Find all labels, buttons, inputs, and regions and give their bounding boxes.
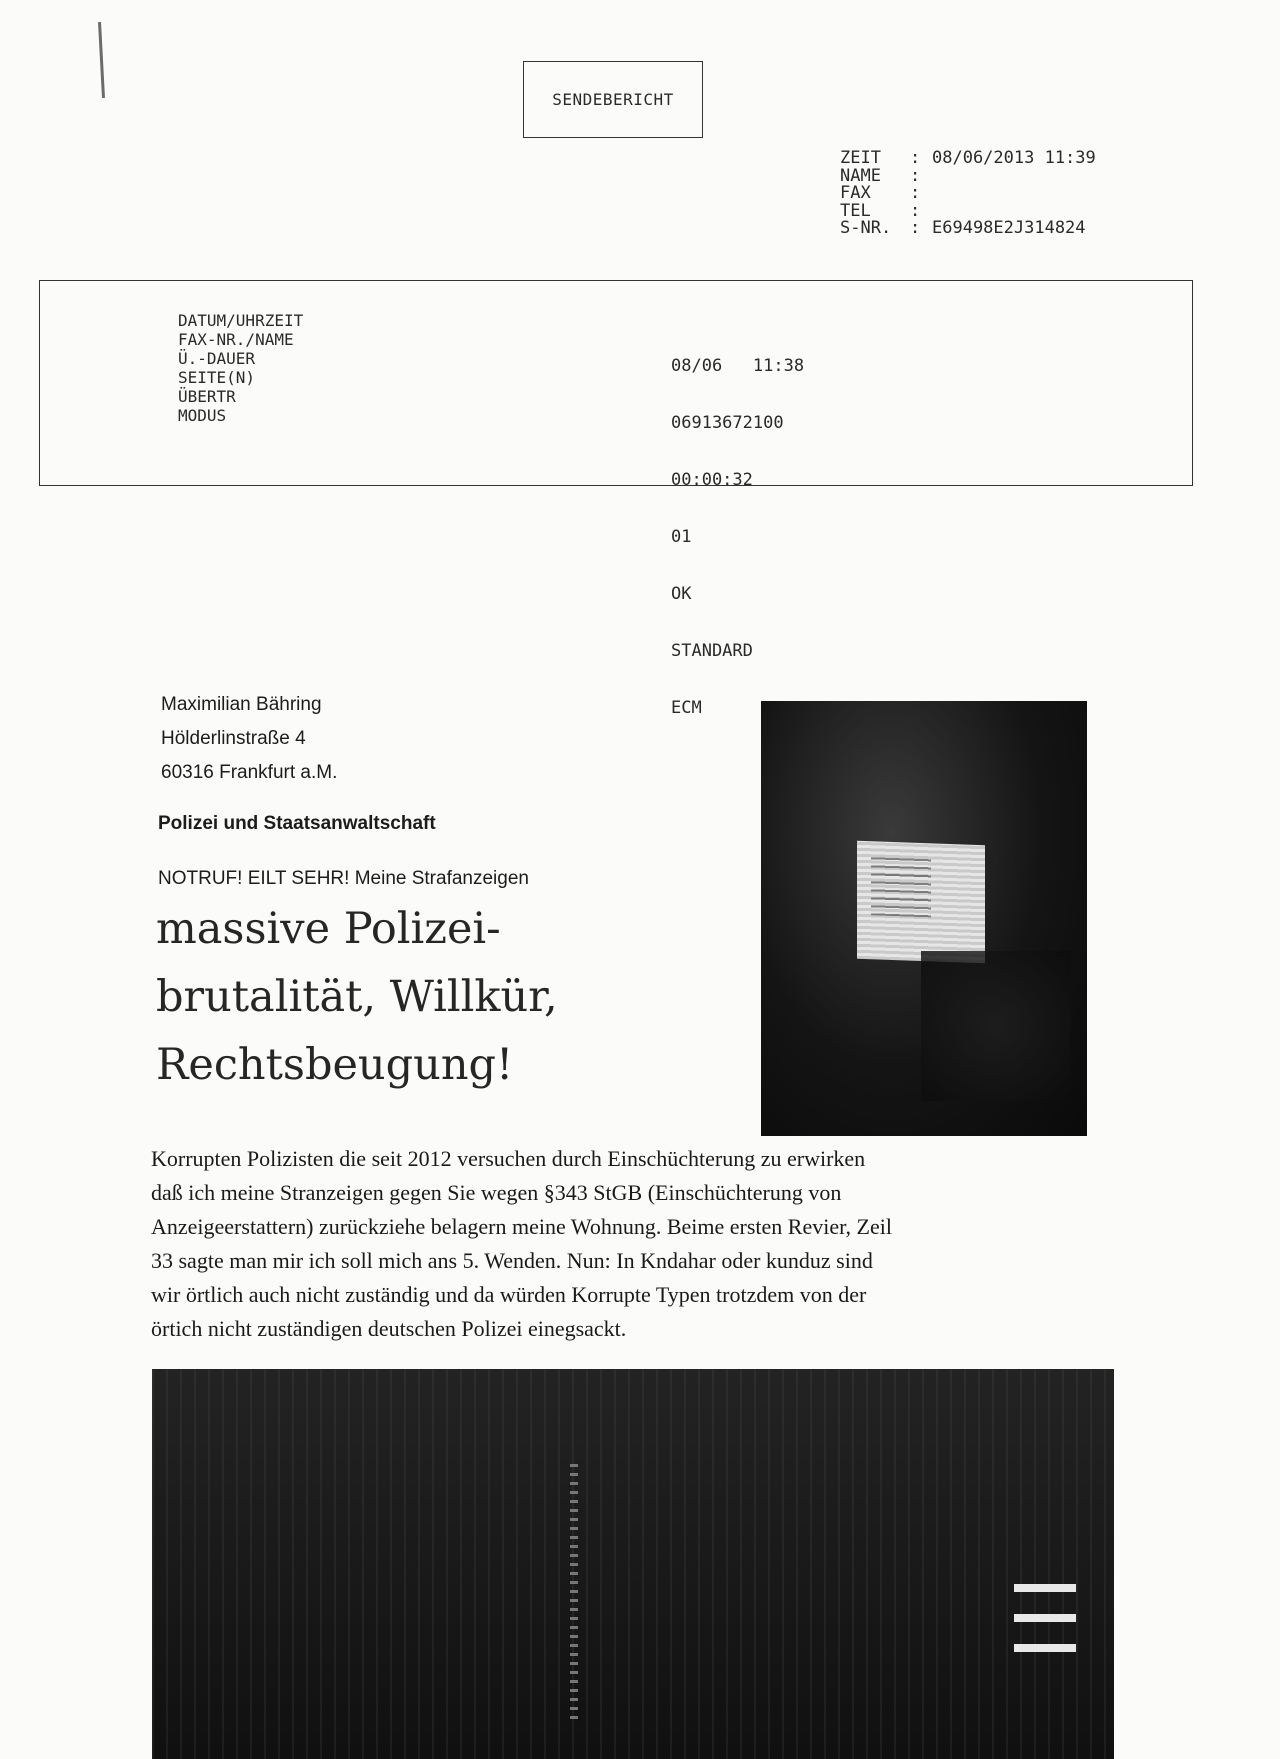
photo-street-night — [152, 1369, 1114, 1759]
sender-name: Maximilian Bähring — [161, 694, 322, 715]
report-header — [840, 150, 1096, 238]
header-label: TEL — [840, 200, 871, 221]
header-label: S-NR. — [840, 218, 892, 238]
detail-value: 01 — [671, 527, 692, 547]
letter-body — [151, 1142, 1091, 1346]
header-row-snr: S-NR. : E69498E2J314824 — [840, 218, 1086, 238]
body-line: 33 sagte man mir ich soll mich ans 5. Wenden. Nun: In Kndahar oder kunduz sind — [151, 1248, 873, 1273]
detail-label: FAX-NR./NAME — [178, 330, 294, 349]
header-row-name: NAME : — [840, 165, 921, 186]
photo-pillar — [570, 1459, 578, 1719]
body-line: örtich nicht zuständigen deutschen Polizei einegsackt. — [151, 1316, 627, 1341]
photo-shadow — [921, 951, 1071, 1101]
subject-line: NOTRUF! EILT SEHR! Meine Strafanzeigen — [158, 868, 529, 889]
detail-label: Ü.-DAUER — [178, 349, 256, 368]
header-label: ZEIT — [840, 148, 881, 168]
header-row-tel: TEL : — [840, 200, 921, 221]
headline-line: massive Polizei- — [156, 904, 501, 954]
detail-label: MODUS — [178, 406, 227, 425]
header-value: 08/06/2013 11:39 — [932, 148, 1096, 168]
body-line: wir örtlich auch nicht zuständig und da würden Korrupte Typen trotzdem von der — [151, 1282, 867, 1307]
detail-values — [671, 319, 804, 756]
detail-value: OK — [671, 584, 692, 604]
report-title: SENDEBERICHT — [523, 61, 703, 138]
sender-address — [161, 688, 337, 790]
photo-notice-on-door — [761, 701, 1087, 1136]
body-line: daß ich meine Stranzeigen gegen Sie wegen §343 StGB (Einschüchterung von — [151, 1180, 842, 1205]
headline-line: Rechtsbeugung! — [156, 1040, 514, 1090]
sender-city: 60316 Frankfurt a.M. — [161, 762, 338, 783]
recipient: Polizei und Staatsanwaltschaft — [158, 813, 436, 834]
photo-paper-sheet — [857, 841, 985, 963]
detail-value: ECM — [671, 698, 702, 718]
detail-labels — [178, 311, 303, 425]
header-value: E69498E2J314824 — [932, 218, 1086, 238]
header-label: NAME — [840, 165, 881, 186]
headline-line: brutalität, Willkür, — [156, 972, 558, 1022]
detail-value: 08/06 11:38 — [671, 356, 805, 376]
body-line: Korrupten Polizisten die seit 2012 versuchen durch Einschüchterung zu erwirken — [151, 1146, 866, 1171]
header-row-zeit: ZEIT : 08/06/2013 11:39 — [840, 148, 1096, 168]
photo-light-streak — [1014, 1644, 1076, 1652]
body-line: Anzeigeerstattern) zurückziehe belagern meine Wohnung. Beime ersten Revier, Zeil — [151, 1214, 892, 1239]
staple-mark — [98, 22, 105, 98]
detail-label: ÜBERTR — [178, 387, 236, 406]
detail-value: 06913672100 — [671, 413, 784, 433]
photo-light-streak — [1014, 1584, 1076, 1592]
headline — [156, 895, 716, 1099]
sender-street: Hölderlinstraße 4 — [161, 728, 306, 749]
detail-value: STANDARD — [671, 641, 753, 661]
detail-label: SEITE(N) — [178, 368, 256, 387]
photo-light-streak — [1014, 1614, 1076, 1622]
header-label: FAX — [840, 183, 871, 203]
header-row-fax: FAX : — [840, 183, 921, 203]
detail-label: DATUM/UHRZEIT — [178, 311, 304, 330]
detail-value: 00:00:32 — [671, 470, 753, 490]
